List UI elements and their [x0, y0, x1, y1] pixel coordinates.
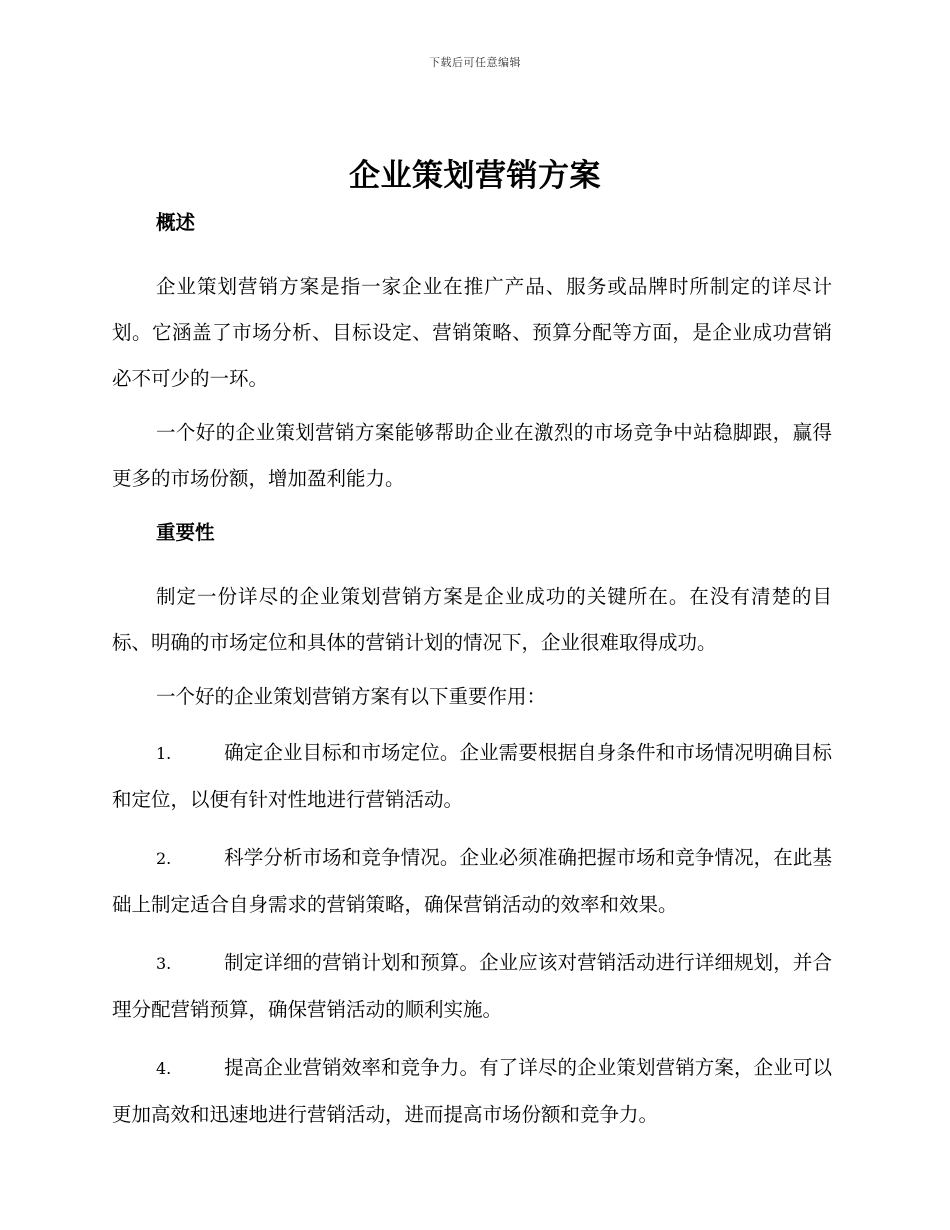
list-text: 制定详细的营销计划和预算。企业应该对营销活动进行详细规划，并合理分配营销预算，确保营销活动的顺利实施。 — [112, 951, 832, 1021]
paragraph: 企业策划营销方案是指一家企业在推广产品、服务或品牌时所制定的详尽计划。它涵盖了市场分析、目标设定、营销策略、预算分配等方面，是企业成功营销必不可少的一环。 — [112, 275, 832, 390]
list-text: 确定企业目标和市场定位。企业需要根据自身条件和市场情况明确目标和定位，以便有针对性地进行营销活动。 — [112, 741, 832, 811]
list-number: 2. — [156, 849, 172, 868]
list-text: 提高企业营销效率和竞争力。有了详尽的企业策划营销方案，企业可以更加高效和迅速地进行营销活动，进而提高市场份额和竞争力。 — [112, 1056, 832, 1126]
list-number: 1. — [156, 744, 172, 763]
list-item — [112, 835, 832, 928]
section-heading-importance: 重要性 — [156, 521, 215, 544]
list-number: 4. — [156, 1059, 172, 1078]
section-heading-overview: 概述 — [156, 211, 196, 234]
list-number: 3. — [156, 954, 172, 973]
list-item — [112, 1045, 832, 1138]
document-title: 企业策划营销方案 — [349, 158, 601, 194]
paragraph: 制定一份详尽的企业策划营销方案是企业成功的关键所在。在没有清楚的目标、明确的市场定位和具体的营销计划的情况下，企业很难取得成功。 — [112, 585, 832, 654]
header-note: 下载后可任意编辑 — [429, 56, 521, 69]
list-item — [112, 940, 832, 1033]
document-body — [112, 200, 832, 1150]
list-item — [112, 730, 832, 823]
paragraph: 一个好的企业策划营销方案能够帮助企业在激烈的市场竞争中站稳脚跟，赢得更多的市场份额，增加盈利能力。 — [112, 421, 832, 490]
list-text: 科学分析市场和竞争情况。企业必须准确把握市场和竞争情况，在此基础上制定适合自身需求的营销策略，确保营销活动的效率和效果。 — [112, 846, 832, 916]
paragraph: 一个好的企业策划营销方案有以下重要作用： — [156, 685, 547, 708]
